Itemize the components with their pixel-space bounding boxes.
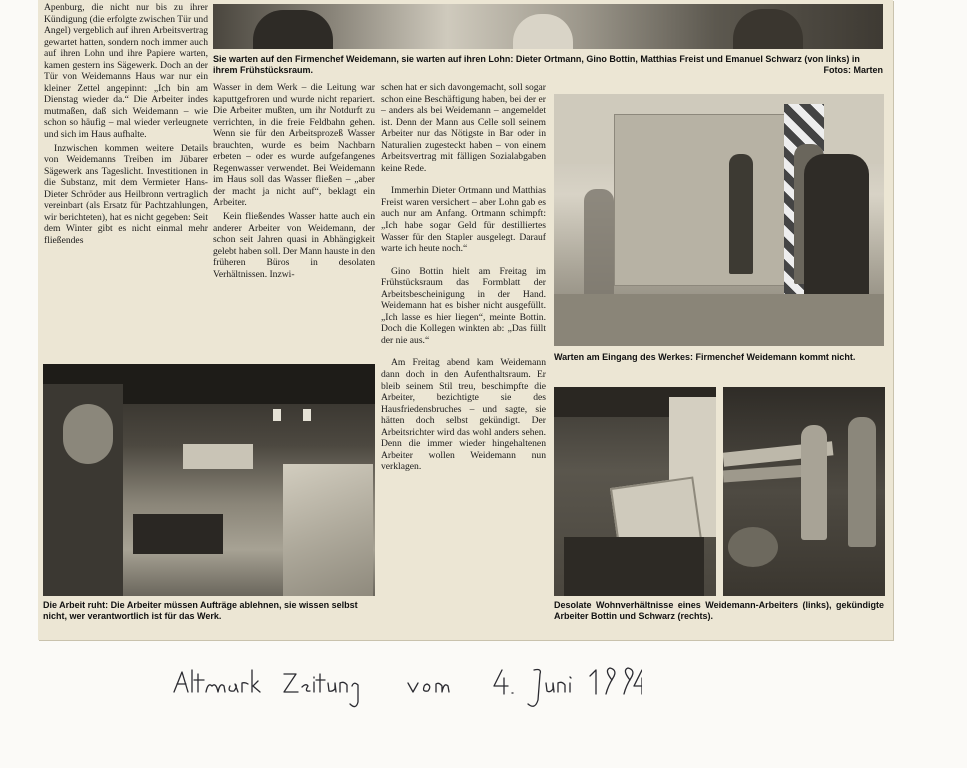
photo-living-quarters bbox=[554, 387, 716, 596]
handwriting-drawing bbox=[172, 664, 642, 724]
article-column-1 bbox=[44, 2, 208, 246]
article-paragraph: Immerhin Dieter Ortmann und Matthias Freist waren versichert – aber Lohn gab es auch nur am Anfang. Ortmann schimpft: „Ich habe sogar Geld für destilliertes Wasser für den Stapler ausgelegt. Darauf warte ich heute noch.“ bbox=[381, 185, 546, 255]
article-paragraph: schen hat er sich davongemacht, soll sogar schon eine Beschäftigung haben, bei der er – anders als bei Weidemann – angemeldet ist. Denn der Mann aus Celle soll seinem Arbeiter nur das Nötigste in Bar oder in Naturalien zugesteckt haben – von einem Arbeitsvertrag mit fälligen Sozialabgaben keine Rede. bbox=[381, 82, 546, 174]
article-paragraph: Wasser in dem Werk – die Leitung war kaputtgefroren und wurde nicht repariert. Die Arbeiter mußten, um ihr Notdurft zu verrichten, in die freie Feldbahn gehen. Wenn sie für den Arbeitsprozeß Wasser brauchten, wurde es beim Nachbarn erbeten – oder es wurde aufgefangenes Regenwasser verwendet. Bei Weidemann im Haus soll das Wasser fließen – „aber der macht ja nicht auf“, beklagt ein Arbeiter. bbox=[213, 82, 375, 209]
article-paragraph: Inzwischen kommen weitere Details von Weidemanns Treiben im Jübarer Sägewerk ans Tageslicht. Investitionen in die Substanz, mit dem Vermieter Hans-Dieter Schröder aus Heilbronn vertraglich vereinbart (als Ersatz für Pachtzahlungen, wir berichteten), hat es nicht gegeben: Seit dem Winter gibt es nicht einmal mehr fließendes bbox=[44, 142, 208, 246]
article-column-3 bbox=[381, 82, 546, 473]
photo-workers-yard bbox=[723, 387, 885, 596]
caption-entrance: Warten am Eingang des Werkes: Firmenchef Weidemann kommt nicht. bbox=[554, 352, 856, 362]
article-paragraph: Am Freitag abend kam Weidemann dann doch in den Aufenthaltsraum. Er bleib seinem Stil treu, beschimpfte die Arbeiter, bezichtigte sie des Hausfriedensbruches – und sagte, sie hätten doch selbst gekündigt. Der Arbeitsrichter wird das wohl anders sehen. Denn die immer wieder hingehaltenen Arbeiter wollen Weidemann nun verklagen. bbox=[381, 357, 546, 473]
article-paragraph: Gino Bottin hielt am Freitag im Frühstücksraum das Formblatt der Arbeitsbescheinigung in der Hand. Weidemann hat es bisher nicht ausgefüllt. „Ich lasse es hier liegen“, meinte Bottin. Doch die Kollegen winkten ab: „Das füllt der nie aus.“ bbox=[381, 265, 546, 346]
caption-sawmill: Die Arbeit ruht: Die Arbeiter müssen Aufträge ablehnen, sie wissen selbst nicht, wer verantwortlich ist für das Werk. bbox=[43, 600, 358, 621]
photo-breakfast-room bbox=[213, 4, 883, 49]
article-paragraph: Kein fließendes Wasser hatte auch ein anderer Arbeiter von Weidemann, der schon seit Jahren quasi in Abhängigkeit gelebt haben soll. Der Mann hauste in den früheren Büros in desolaten Verhältnissen. Inzwi- bbox=[213, 211, 375, 280]
photo-entrance bbox=[554, 94, 884, 346]
handwritten-note bbox=[172, 664, 642, 724]
photo-credit: Fotos: Marten bbox=[823, 65, 883, 75]
caption-living-and-workers: Desolate Wohnverhältnisse eines Weidemann-Arbeiters (links), gekündigte Arbeiter Bottin und Schwarz (rechts). bbox=[554, 600, 884, 621]
caption-breakfast-room: Sie warten auf den Firmenchef Weidemann, sie warten auf ihren Lohn: Dieter Ortmann, Gino Bottin, Matthias Freist und Emanuel Schwarz (von links) in ihrem Frühstücksraum. bbox=[213, 54, 860, 75]
photo-sawmill bbox=[43, 364, 375, 596]
article-column-2 bbox=[213, 82, 375, 280]
article-paragraph: Apenburg, die nicht nur bis zu ihrer Kündigung (die erfolgte zwischen Tür und Angel) vergeblich auf ihren Arbeitsvertrag gewartet hatten, sondern noch immer auch auf ihren Lohn und ihre Papiere warten, kamen gestern ins Sägewerk. Doch an der Tür von Weidemanns Haus war nur ein kleiner Zettel angepinnt: „Ich bin am Dienstag wieder da.“ Die Arbeiter indes mutmaßen, daß sich Weidemann – wie schon so häufig – mal wieder verleugnete und sich im Haus aufhalte. bbox=[44, 2, 208, 141]
